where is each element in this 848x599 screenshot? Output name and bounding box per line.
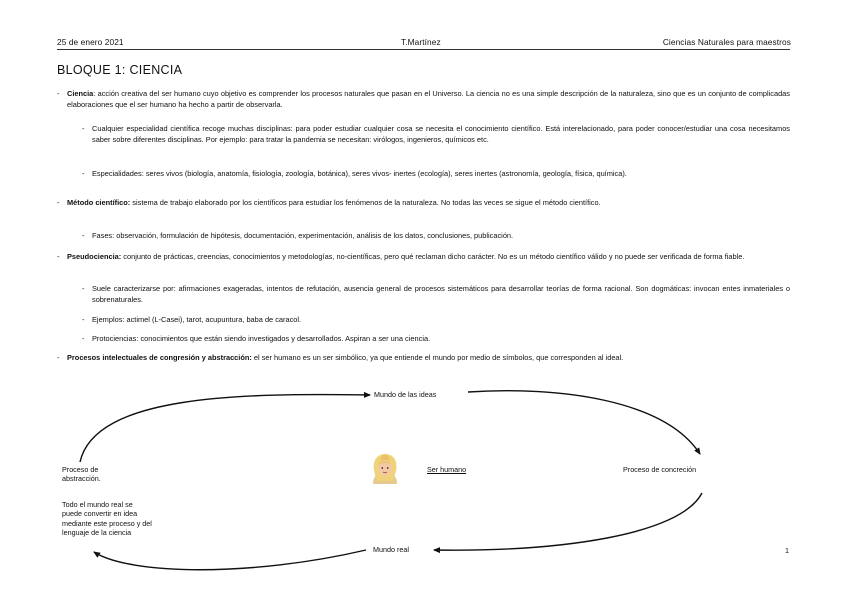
list-bullet: -	[57, 89, 60, 98]
term-protociencias: Protociencias	[92, 334, 137, 343]
page-number: 1	[785, 546, 789, 555]
header-author: T.Martínez	[401, 37, 441, 47]
term-ciencia: Ciencia	[67, 89, 94, 98]
item-pseudo-sub2: Ejemplos: actimel (L-Casei), tarot, acupuntura, baba de caracol.	[92, 315, 302, 324]
item-pseudociencia-text: conjunto de prácticas, creencias, conocimientos y metodologías, no-científicas, pero qué reclaman dicho carácter. No es un método científico válido y no puede ser verificada de forma fiable.	[121, 252, 745, 261]
item-pseudo-sub1: Suele caracterizarse por: afirmaciones exageradas, intentos de refutación, ausencia general de procesos sistemáticos para desarrollar teorías de forma racional. Son dogmáticas: invocan entes inmateriales o sobrenaturales.	[92, 284, 790, 304]
term-pseudociencia: Pseudociencia:	[67, 252, 122, 261]
arrow-abstraccion-to-ideas	[80, 395, 370, 462]
diagram-mundo-ideas: Mundo de las ideas	[374, 390, 437, 399]
item-pseudo-sub3-text: : conocimientos que están siendo investigados y desarrollados. Aspiran a ser una ciencia.	[136, 334, 431, 343]
page-title: BLOQUE 1: CIENCIA	[57, 63, 183, 77]
list-bullet: -	[82, 124, 85, 133]
list-bullet: -	[57, 198, 60, 207]
item-metodo-text: sistema de trabajo elaborado por los científicos para estudiar los fenómenos de la naturaleza. No todas las veces se sigue el método científico.	[130, 198, 601, 207]
arrow-real-to-abstraccion	[94, 550, 366, 570]
term-metodo: Método científico:	[67, 198, 131, 207]
header-course: Ciencias Naturales para maestros	[662, 37, 791, 47]
list-bullet: -	[57, 252, 60, 261]
header-date: 25 de enero 2021	[57, 37, 124, 47]
item-ciencia-sub2: Especialidades: seres vivos (biología, anatomía, fisiología, zoología, botánica), seres vivos- inertes (ecología), seres inertes (astronomía, geología, física, química).	[92, 169, 627, 178]
person-icon	[367, 451, 403, 487]
diagram-mundo-real: Mundo real	[373, 545, 409, 554]
term-procesos: Procesos intelectuales de congresión y abstracción:	[67, 353, 252, 362]
diagram-proceso-concrecion: Proceso de concreción	[623, 465, 697, 474]
diagram-abstraccion-note: Todo el mundo real se puede convertir en idea mediante este proceso y del lenguaje de la ciencia	[62, 500, 152, 538]
list-bullet: -	[82, 231, 85, 240]
arrow-ideas-to-concrecion	[468, 391, 700, 454]
list-bullet: -	[82, 169, 85, 178]
list-bullet: -	[82, 315, 85, 324]
diagram-proceso-abstraccion: Proceso de abstracción.	[62, 465, 101, 484]
list-bullet: -	[82, 334, 85, 343]
list-bullet: -	[57, 353, 60, 362]
list-bullet: -	[82, 284, 85, 293]
arrow-concrecion-to-real	[434, 493, 702, 550]
item-ciencia-sub1: Cualquier especialidad científica recoge muchas disciplinas: para poder estudiar cualquier cosa se necesita el conocimiento científico. Está interelacionado, para poder conocer/estudiar una cosa necesitamos saber sobre diferentes disciplinas. Por ejemplo: para tratar la pandemia se necesitan: virólogos, ingenieros, químicos etc.	[92, 124, 790, 144]
item-procesos-text: el ser humano es un ser simbólico, ya que entiende el mundo por medio de símbolos, que corresponden al ideal.	[251, 353, 624, 362]
item-ciencia-text: : acción creativa del ser humano cuyo objetivo es comprender los procesos naturales que pasan en el Universo. La ciencia no es una simple descripción de la naturaleza, sino que es un conjunto de complicadas elaboraciones que el ser humano ha hecho a partir de observarla.	[67, 89, 790, 109]
item-metodo-sub1: Fases: observación, formulación de hipótesis, documentación, experimentación, análisis de los datos, conclusiones, publicación.	[92, 231, 514, 240]
diagram-ser-humano: Ser humano	[427, 465, 467, 474]
